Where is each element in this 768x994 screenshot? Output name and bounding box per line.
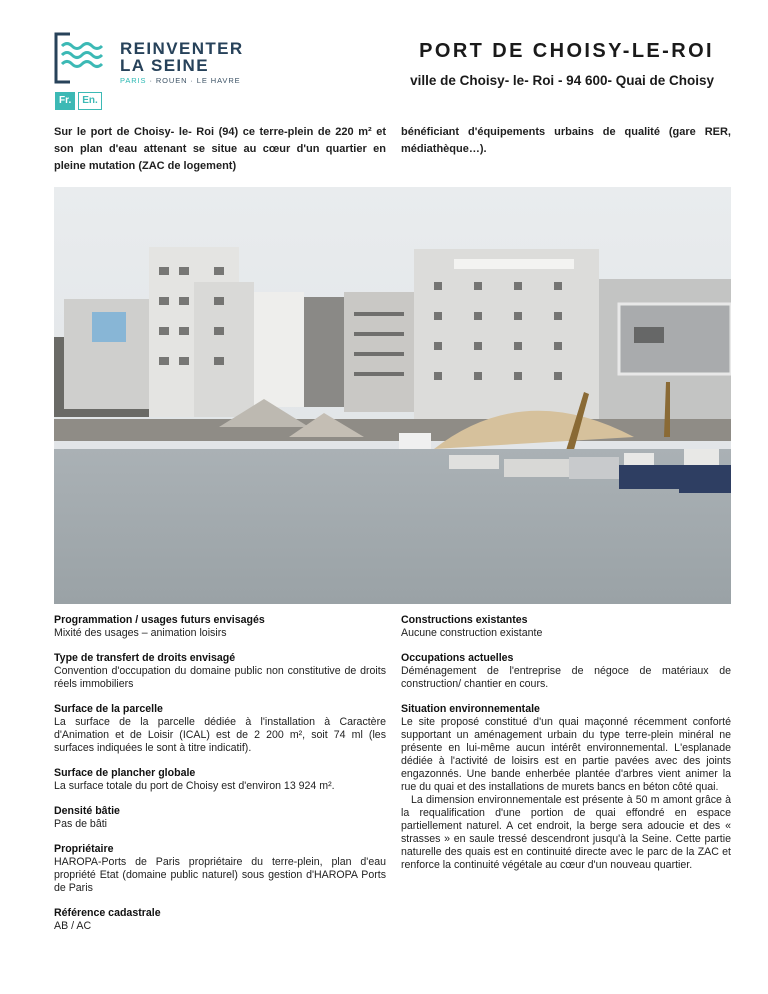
building: [92, 312, 126, 342]
section-text: HAROPA-Ports de Paris propriétaire du terre-plein, plan d'eau propriété Etat (domaine public naturel) sous gestion d'HAROPA Ports de Paris: [54, 856, 386, 894]
logo-waves-icon: [54, 32, 106, 84]
section-constructions: [401, 614, 731, 640]
quay-wall: [54, 419, 731, 441]
logo-line-2: LA SEINE: [120, 56, 209, 75]
section-heading: Programmation / usages futurs envisagés: [54, 614, 265, 626]
section-heading: Occupations actuelles: [401, 652, 514, 664]
section-text: Pas de bâti: [54, 818, 108, 830]
logo-cities: [120, 76, 241, 85]
logo-line-1: REINVENTER: [120, 39, 244, 58]
reinventer-la-seine-logo: [54, 32, 254, 88]
section-text: La surface totale du port de Choisy est d'environ 13 924 m².: [54, 780, 335, 792]
section-heading: Propriétaire: [54, 843, 114, 855]
language-switcher: [55, 92, 102, 110]
section-text-continued: La dimension environnementale est présente à 50 m amont grâce à la requalification d'une portion de quai effondré en espace partiellement naturel. A cet endroit, la berge sera adoucie et des « strasses » en saule tressé descendront jusqu'à la Seine. Cette partie naturelle des quais est en continuité directe avec le parc de la ZAC et renforce la continuité végétale au cœur d'un nouveau quartier.: [401, 794, 731, 871]
section-surface-parcelle: [54, 703, 386, 755]
section-text: La surface de la parcelle dédiée à l'installation à Caractère d'Animation et de Loisir (ICAL) est de 2 200 m², soit 74 ml (les surfaces indiquées le sont à titre indicatif).: [54, 716, 386, 754]
logo-wordmark: [120, 40, 244, 74]
site-photo-illustration: [54, 187, 731, 604]
language-fr-button[interactable]: Fr.: [55, 92, 75, 110]
section-situation-environnementale: [401, 703, 731, 872]
section-heading: Constructions existantes: [401, 614, 528, 626]
section-text: Convention d'occupation du domaine public non constitutive de droits réels immobiliers: [54, 665, 386, 690]
section-text: Le site proposé constitué d'un quai maçonné récemment conforté supportant un aménagement urbain du type terre-plein minéral ne présente en lui-même aucun intérêt environnemental. L'esplanade dédiée à l'activité de loisirs est en partie pavées avec des joints engazonnés. Une bande enherbée plantée d'arbres vient animer la rue du quai et des installations de murets bancs en béton côté quai.: [401, 716, 731, 793]
section-heading: Densité bâtie: [54, 805, 120, 817]
section-heading: Surface de la parcelle: [54, 703, 163, 715]
building: [304, 297, 344, 407]
section-text: Aucune construction existante: [401, 627, 543, 639]
logo-separator: ·: [190, 76, 194, 85]
section-surface-plancher: [54, 767, 386, 793]
right-column: [401, 614, 731, 884]
section-programmation: [54, 614, 386, 640]
language-en-button[interactable]: En.: [78, 92, 102, 110]
building: [454, 259, 574, 269]
section-text: Mixité des usages – animation loisirs: [54, 627, 227, 639]
section-heading: Surface de plancher globale: [54, 767, 196, 779]
truck: [399, 433, 431, 449]
section-heading: Situation environnementale: [401, 703, 540, 715]
section-transfert-droits: [54, 652, 386, 691]
section-proprietaire: [54, 843, 386, 895]
site-photo: [54, 187, 731, 604]
building: [254, 292, 304, 407]
building: [414, 249, 599, 419]
intro-right: bénéficiant d'équipements urbains de qualité (gare RER, médiathèque…).: [401, 126, 731, 155]
left-column: [54, 614, 386, 945]
page-title: PORT DE CHOISY-LE-ROI: [419, 40, 714, 62]
section-heading: Référence cadastrale: [54, 907, 161, 919]
logo-city-le-havre: LE HAVRE: [196, 76, 241, 85]
logo-city-paris: PARIS: [120, 76, 147, 85]
page-subtitle: ville de Choisy- le- Roi - 94 600- Quai de Choisy: [410, 73, 714, 88]
section-heading: Type de transfert de droits envisagé: [54, 652, 236, 664]
logo-city-rouen: ROUEN: [155, 76, 188, 85]
intro-left: Sur le port de Choisy- le- Roi (94) ce terre-plein de 220 m² et son plan d'eau attenant se situe au cœur d'un quartier en pleine mutation (ZAC de logement): [54, 126, 386, 172]
logo-separator: ·: [149, 76, 153, 85]
section-occupations: [401, 652, 731, 691]
section-text: AB / AC: [54, 920, 92, 932]
section-text: Déménagement de l'entreprise de négoce de matériaux de construction/ chantier en cours.: [401, 665, 731, 690]
section-densite: [54, 805, 386, 831]
section-reference-cadastrale: [54, 907, 386, 933]
